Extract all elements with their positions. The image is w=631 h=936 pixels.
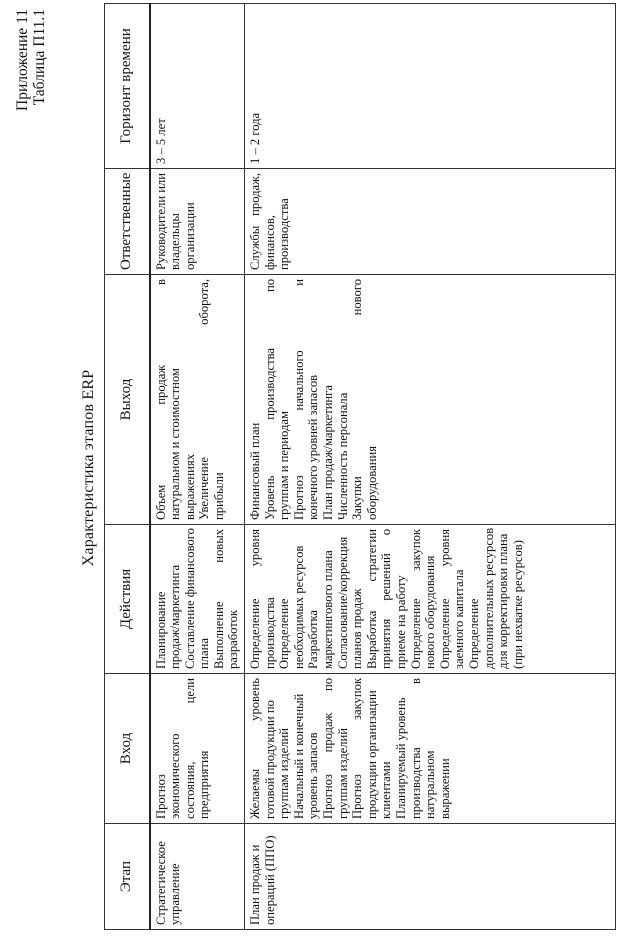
cell-line: выражениях xyxy=(182,454,197,520)
cell-line: экономического xyxy=(168,733,183,819)
cell-line: группам изделий xyxy=(277,727,292,819)
cell-line: Определение закупок xyxy=(408,529,423,669)
cell-actions xyxy=(150,525,245,674)
cell-line: группам и периодам xyxy=(277,411,292,520)
cell-line: (при нехватке ресурсов) xyxy=(510,540,525,669)
cell-line: планов продаж xyxy=(350,588,365,669)
cell-line: Разработка xyxy=(306,609,321,669)
cell-output xyxy=(150,275,245,525)
cell-line: План продаж/маркетинга xyxy=(321,385,336,520)
table-row xyxy=(245,4,616,930)
cell-line: Уровень производства по xyxy=(262,279,277,520)
cell-line: нового оборудования xyxy=(423,555,438,669)
cell-line: операций (ППО) xyxy=(262,835,277,925)
cell-line: предприятия xyxy=(197,750,212,819)
cell-line: производства xyxy=(262,597,277,669)
erp-stages-table xyxy=(104,3,616,930)
cell-line: продукции организации xyxy=(364,690,379,819)
cell-line: прибыли xyxy=(211,472,226,520)
cell-line: конечного уровней запасов xyxy=(306,374,321,520)
table-number: Таблица П11.1 xyxy=(31,9,48,106)
cell-input xyxy=(245,674,616,824)
cell-line: заемного капитала xyxy=(452,569,467,669)
cell-line: План продаж и xyxy=(248,844,263,925)
cell-line: Закупки нового xyxy=(350,279,365,520)
cell-line: Прогноз xyxy=(153,774,168,819)
cell-line: Выполнение новых xyxy=(211,529,226,669)
cell-line: дополнительных ресурсов xyxy=(481,527,496,669)
cell-input xyxy=(150,674,245,824)
cell-line: Прогноз начального и xyxy=(291,279,306,520)
appendix-number: Приложение 11 xyxy=(14,9,31,111)
cell-line: Прогноз продаж по xyxy=(321,678,336,819)
cell-line: Начальный и конечный xyxy=(291,693,306,819)
col-header-responsible: Ответственные xyxy=(105,169,150,275)
cell-line: Увеличение оборота, xyxy=(197,279,212,520)
cell-output xyxy=(245,275,616,525)
cell-line: Службы продаж, xyxy=(248,173,263,270)
cell-line: натуральном и стоимостном xyxy=(168,368,183,520)
cell-line: натуральном xyxy=(423,750,438,819)
cell-line: Стратегическое xyxy=(153,841,168,925)
cell-stage xyxy=(150,824,245,930)
cell-line: Прогноз закупок xyxy=(350,678,365,819)
cell-horizon xyxy=(150,4,245,169)
cell-line: уровень запасов xyxy=(306,732,321,819)
cell-line: Составление финансового xyxy=(182,528,197,669)
cell-line: для корректировки плана xyxy=(496,533,511,669)
cell-line: Объем продаж в xyxy=(153,279,168,520)
cell-stage xyxy=(245,824,616,930)
cell-line: Руководители или xyxy=(153,172,168,270)
col-header-stage: Этап xyxy=(105,824,150,930)
table-title: Характеристика этапов ERP xyxy=(80,369,97,567)
cell-line: состояния, цели xyxy=(182,678,197,819)
cell-line: Численность персонала xyxy=(335,392,350,520)
cell-line: Финансовый план xyxy=(248,422,263,520)
cell-line: группам изделий xyxy=(335,727,350,819)
cell-responsible xyxy=(150,169,245,275)
appendix-label xyxy=(14,9,48,119)
cell-line: необходимых ресурсов xyxy=(291,545,306,669)
cell-line: Определение уровня xyxy=(437,529,452,669)
cell-line: клиентами xyxy=(379,761,394,819)
cell-line: Желаемы уровень xyxy=(248,678,263,819)
col-header-output: Выход xyxy=(105,275,150,525)
header-row xyxy=(105,4,150,930)
cell-line: Планируемый уровень xyxy=(394,697,408,819)
cell-line: производства в xyxy=(408,678,423,819)
cell-line: оборудования xyxy=(364,446,379,520)
cell-line: владельцы xyxy=(168,213,183,270)
cell-line: готовой продукции по xyxy=(262,700,277,819)
table-row xyxy=(150,4,245,930)
col-header-actions: Действия xyxy=(105,525,150,674)
cell-line: Согласование/коррекция xyxy=(335,536,350,669)
cell-actions xyxy=(245,525,616,674)
cell-responsible xyxy=(245,169,616,275)
cell-line: организации xyxy=(182,202,197,270)
cell-line: Планирование xyxy=(153,591,168,669)
cell-line: управление xyxy=(168,863,183,925)
cell-line: выражении xyxy=(437,758,452,819)
cell-line: плана xyxy=(197,638,212,669)
cell-line: принятия решений о xyxy=(379,529,394,669)
cell-line: Определение уровня xyxy=(248,529,263,669)
cell-line: 3 – 5 лет xyxy=(153,118,168,164)
cell-line: маркетингового плана xyxy=(321,550,336,669)
cell-line: производства xyxy=(277,198,292,270)
cell-line: разработок xyxy=(226,609,241,669)
col-header-horizon: Горизонт времени xyxy=(105,4,150,169)
col-header-input: Вход xyxy=(105,674,150,824)
cell-horizon xyxy=(245,4,616,169)
cell-line: Определение xyxy=(466,598,481,669)
cell-line: Определение xyxy=(277,598,292,669)
cell-line: приеме на работу xyxy=(394,575,408,669)
cell-line: 1 – 2 года xyxy=(248,112,263,164)
cell-line: Выработка стратегии xyxy=(364,529,379,669)
cell-line: финансов, xyxy=(262,215,277,270)
cell-line: продаж/маркетинга xyxy=(168,564,183,669)
